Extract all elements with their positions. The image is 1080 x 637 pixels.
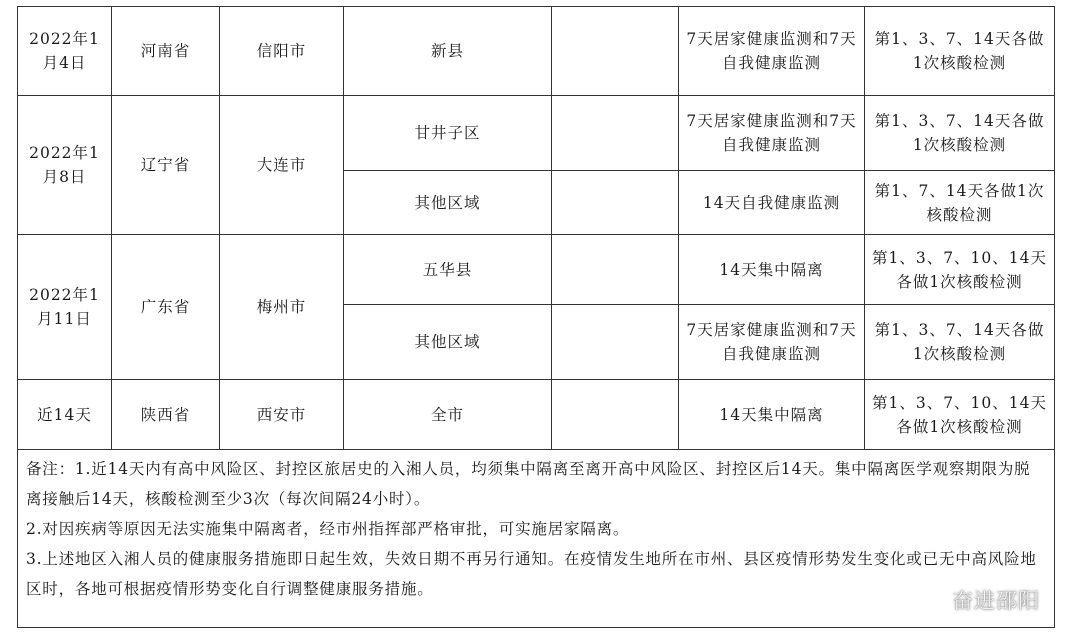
area-cell: 全市 bbox=[344, 380, 552, 450]
test-cell: 第1、3、7、14天各做1次核酸检测 bbox=[865, 7, 1055, 96]
table-row bbox=[18, 235, 1055, 305]
test-cell: 第1、7、14天各做1次核酸检测 bbox=[865, 171, 1055, 235]
date-cell: 近14天 bbox=[18, 380, 112, 450]
date-cell: 2022年1月4日 bbox=[18, 7, 112, 96]
city-cell: 梅州市 bbox=[220, 235, 344, 380]
wechat-icon bbox=[910, 585, 946, 615]
table-row bbox=[18, 7, 1055, 96]
area-cell: 新县 bbox=[344, 7, 552, 96]
measure-cell: 14天集中隔离 bbox=[679, 380, 865, 450]
city-cell: 西安市 bbox=[220, 380, 344, 450]
area-cell: 其他区域 bbox=[344, 305, 552, 380]
watermark bbox=[910, 585, 1040, 615]
test-cell: 第1、3、7、10、14天各做1次核酸检测 bbox=[865, 380, 1055, 450]
table-row bbox=[18, 96, 1055, 171]
table-row bbox=[18, 380, 1055, 450]
date-cell: 2022年1月11日 bbox=[18, 235, 112, 380]
test-cell: 第1、3、7、14天各做1次核酸检测 bbox=[865, 96, 1055, 171]
date-cell: 2022年1月8日 bbox=[18, 96, 112, 235]
blank-cell bbox=[552, 235, 679, 305]
watermark-text: 奋进邵阳 bbox=[952, 589, 1040, 613]
measure-cell: 14天自我健康监测 bbox=[679, 171, 865, 235]
city-cell: 信阳市 bbox=[220, 7, 344, 96]
blank-cell bbox=[552, 96, 679, 171]
area-cell: 五华县 bbox=[344, 235, 552, 305]
area-cell: 其他区域 bbox=[344, 171, 552, 235]
province-cell: 河南省 bbox=[112, 7, 220, 96]
notes-row bbox=[18, 450, 1055, 628]
blank-cell bbox=[552, 305, 679, 380]
measure-cell: 7天居家健康监测和7天自我健康监测 bbox=[679, 96, 865, 171]
province-cell: 辽宁省 bbox=[112, 96, 220, 235]
note-1: 备注：1.近14天内有高中风险区、封控区旅居史的入湘人员，均须集中隔离至离开高中风险区、封控区后14天。集中隔离医学观察期限为脱离接触后14天，核酸检测至少3次（每次间隔24小时）。 bbox=[26, 460, 1031, 508]
policy-table-wrapper bbox=[17, 6, 1054, 628]
test-cell: 第1、3、7、14天各做1次核酸检测 bbox=[865, 305, 1055, 380]
measure-cell: 7天居家健康监测和7天自我健康监测 bbox=[679, 305, 865, 380]
province-cell: 广东省 bbox=[112, 235, 220, 380]
note-3: 3.上述地区入湘人员的健康服务措施即日起生效，失效日期不再另行通知。在疫情发生地所在市州、县区疫情形势发生变化或已无中高风险地区时，各地可根据疫情形势变化自行调整健康服务措施。 bbox=[26, 550, 1037, 598]
blank-cell bbox=[552, 7, 679, 96]
test-cell: 第1、3、7、10、14天各做1次核酸检测 bbox=[865, 235, 1055, 305]
note-2: 2.对因疾病等原因无法实施集中隔离者，经市州指挥部严格审批，可实施居家隔离。 bbox=[26, 520, 630, 538]
measure-cell: 7天居家健康监测和7天自我健康监测 bbox=[679, 7, 865, 96]
notes-cell bbox=[18, 450, 1055, 628]
health-measures-table bbox=[17, 6, 1055, 628]
city-cell: 大连市 bbox=[220, 96, 344, 235]
blank-cell bbox=[552, 380, 679, 450]
blank-cell bbox=[552, 171, 679, 235]
area-cell: 甘井子区 bbox=[344, 96, 552, 171]
measure-cell: 14天集中隔离 bbox=[679, 235, 865, 305]
province-cell: 陕西省 bbox=[112, 380, 220, 450]
